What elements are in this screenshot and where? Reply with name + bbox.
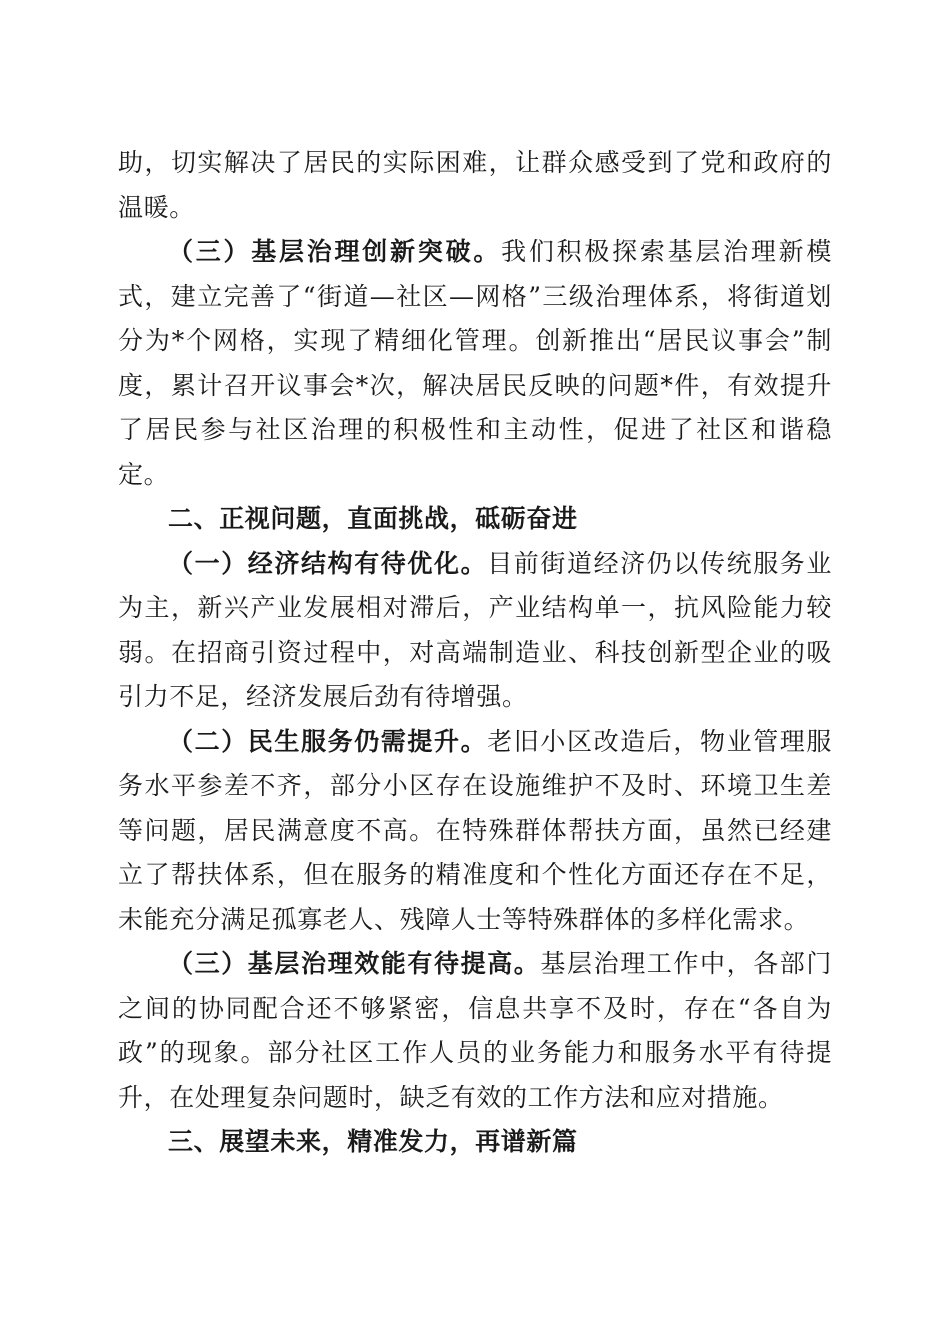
paragraph-lead: （一）经济结构有待优化。 [168,548,488,578]
paragraph-text: 助，切实解决了居民的实际困难，让群众感受到了党和政府的温暖。 [118,148,832,222]
paragraph-governance [118,942,832,1120]
paragraph-text: 目前街道经济仍以传统服务业为主，新兴产业发展相对滞后，产业结构单一，抗风险能力较弱。在招商引资过程中，对高端制造业、科技创新型企业的吸引力不足，经济发展后劲有待增强。 [118,548,832,711]
document-body [118,141,832,1165]
paragraph-lead: （二）民生服务仍需提升。 [168,726,488,756]
paragraph-economy [118,542,832,720]
paragraph-innovation [118,230,832,497]
paragraph-text: 基层治理工作中，各部门之间的协同配合还不够紧密，信息共享不及时，存在“各自为政”的现象。部分社区工作人员的业务能力和服务水平有待提升，在处理复杂问题时，缺乏有效的工作方法和应对措施。 [118,949,833,1112]
paragraph-livelihood [118,720,832,943]
paragraph-continuation [118,141,832,230]
paragraph-lead: （三）基层治理效能有待提高。 [168,949,541,978]
paragraph-text: 老旧小区改造后，物业管理服务水平参差不齐，部分小区存在设施维护不及时、环境卫生差等问题，居民满意度不高。在特殊群体帮扶方面，虽然已经建立了帮扶体系，但在服务的精准度和个性化方面还存在不足，未能充分满足孤寡老人、残障人士等特殊群体的多样化需求。 [118,726,832,934]
section-heading-2: 二、正视问题，直面挑战，砥砺奋进 [168,504,578,533]
section-heading-3: 三、展望未来，精准发力，再谱新篇 [168,1127,578,1156]
paragraph-text: 我们积极探索基层治理新模式，建立完善了“街道—社区—网格”三级治理体系，将街道划分为*个网格，实现了精细化管理。创新推出“居民议事会”制度，累计召开议事会*次，解决居民反映的问题*件，有效提升了居民参与社区治理的积极性和主动性，促进了社区和谐稳定。 [118,237,832,489]
paragraph-lead: （三）基层治理创新突破。 [168,237,502,266]
